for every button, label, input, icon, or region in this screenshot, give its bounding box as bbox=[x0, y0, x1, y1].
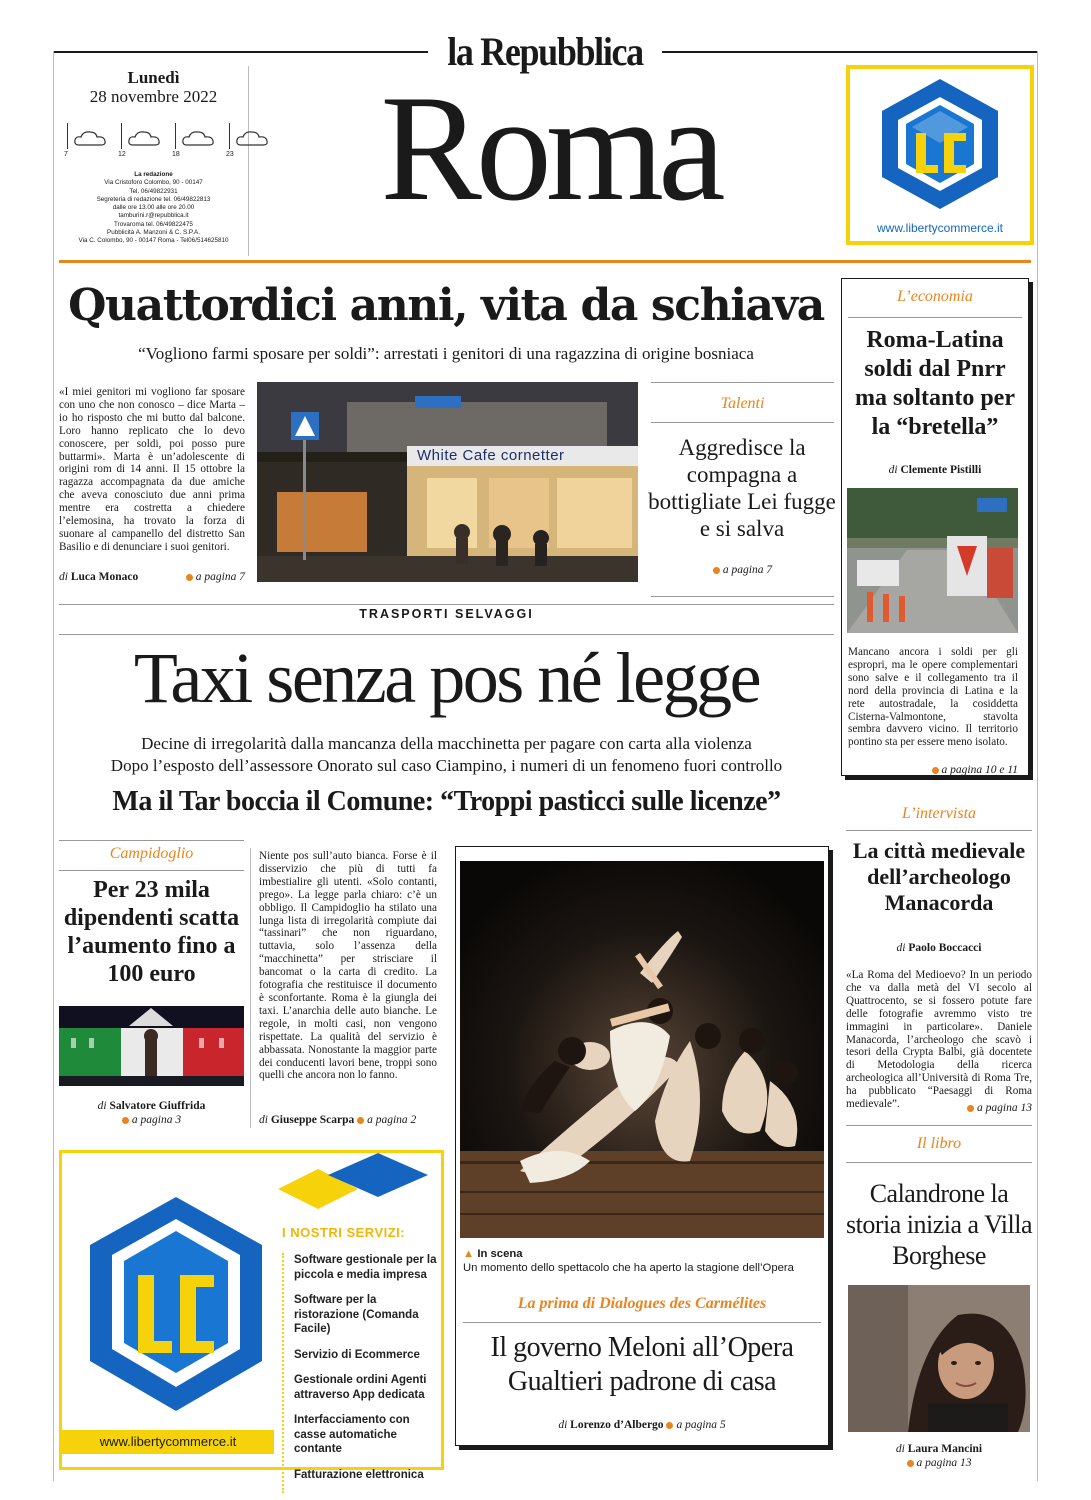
intervista-kicker-rule bbox=[846, 830, 1032, 831]
service-item: Servizio di Ecommerce bbox=[294, 1348, 420, 1361]
cloud-icon bbox=[235, 129, 271, 149]
bottom-ad-url[interactable]: www.libertycommerce.it bbox=[62, 1430, 274, 1454]
weather-hour: 23 bbox=[226, 151, 234, 158]
redazione-line: Trovaroma tel. 06/49822475 bbox=[114, 220, 193, 228]
talenti-kicker-rule bbox=[651, 422, 834, 423]
weather-tick bbox=[229, 123, 230, 149]
campidoglio-page-ref[interactable]: a pagina 3 bbox=[59, 1114, 244, 1126]
byline-name: Clemente Pistilli bbox=[900, 464, 982, 476]
lead-headline[interactable]: Quattordici anni, vita da schiava bbox=[68, 280, 824, 331]
byline-name: Giuseppe Scarpa bbox=[270, 1114, 355, 1126]
weather-hour: 7 bbox=[64, 151, 68, 158]
taxi-top-rule bbox=[59, 604, 834, 605]
weather-slot bbox=[226, 123, 283, 163]
intervista-body: «La Roma del Medioevo? In un periodo che va dalla metà del VI secolo al Quattrocento, se si fossero potute fare delle fotografie avremmo visto tre immagini in particolare». Daniele Manacorda, l’archeologo che scavò i tesori della Crypta Balbi, già docentete di Metodologia della ricerca archeologica all’Università di Roma Tre, ha pubblicato “Paesaggi di Roma medievale”. bbox=[846, 969, 1032, 1111]
byline-di: di bbox=[888, 464, 898, 476]
byline-di: di bbox=[59, 571, 68, 583]
bullet-icon bbox=[907, 1460, 914, 1467]
byline-name: Lorenzo d’Albergo bbox=[570, 1419, 664, 1431]
byline-di: di bbox=[259, 1114, 268, 1126]
bullet-icon bbox=[932, 767, 939, 774]
redazione-line: Pubblicità A. Manzoni & C. S.P.A. bbox=[107, 229, 200, 237]
libro-kicker-rule bbox=[846, 1162, 1032, 1163]
page-ref[interactable]: a pagina 2 bbox=[357, 1114, 416, 1126]
taxi-headline[interactable]: Taxi senza pos né legge bbox=[133, 638, 760, 718]
campidoglio-photo bbox=[59, 1006, 244, 1086]
intervista-headline[interactable]: La città medievale dell’archeologo Manacorda bbox=[852, 838, 1026, 915]
masthead-frame-right bbox=[1037, 51, 1038, 1481]
liberty-commerce-logo-large bbox=[76, 1191, 276, 1421]
weather-tick bbox=[175, 123, 176, 149]
intervista-byline bbox=[846, 942, 1032, 954]
opera-headline-2[interactable]: Gualtieri padrone di casa bbox=[507, 1366, 777, 1397]
ad-diamond-shapes bbox=[248, 1153, 448, 1223]
date-box bbox=[59, 66, 249, 256]
libro-byline bbox=[846, 1443, 1032, 1455]
taxi-sub-1: Decine di irregolarità dalla mancanza della macchinetta per pagare con carta alla violenza bbox=[141, 734, 752, 753]
libro-photo bbox=[848, 1285, 1030, 1432]
opera-caption bbox=[463, 1247, 823, 1275]
economia-body: Mancano ancora i soldi per gli espropri, ma le opere complementari sono salve e il collegamento tra il nord della provincia di Latina e la rete autostradale, la cosiddetta Cisterna-Valmontone, stavolta sembra davvero vicino. Il territorio pontino sta per essere meno isolato. bbox=[848, 646, 1018, 749]
cafe-sign: White Cafe cornetter bbox=[417, 447, 565, 464]
caption-triangle-icon: ▲ bbox=[463, 1248, 475, 1260]
economia-headline[interactable]: Roma-Latina soldi dal Pnrr ma soltanto per la “bretella” bbox=[855, 327, 1015, 440]
weather-slot bbox=[172, 123, 229, 163]
economia-photo bbox=[847, 488, 1018, 633]
redazione-line: tamburini.r@repubblica.it bbox=[118, 212, 189, 220]
city-title: Roma bbox=[380, 64, 720, 232]
byline-di: di bbox=[97, 1100, 107, 1112]
redazione-line: dalle ore 13.00 alle ore 20.00 bbox=[112, 204, 195, 212]
cloud-icon bbox=[73, 129, 109, 149]
opera-kicker: La prima di Dialogues des Carmélites bbox=[517, 1295, 767, 1312]
redazione-line: La redazione bbox=[134, 171, 173, 178]
economia-kicker: L’economia bbox=[897, 288, 973, 305]
caption-title: In scena bbox=[477, 1248, 523, 1260]
bullet-icon bbox=[357, 1117, 364, 1124]
economia-byline bbox=[846, 464, 1024, 476]
taxi-kicker: TRASPORTI SELVAGGI bbox=[359, 607, 534, 621]
intervista-bottom-rule bbox=[846, 1125, 1032, 1126]
libro-page-ref[interactable]: a pagina 13 bbox=[846, 1457, 1032, 1469]
campidoglio-kicker-rule bbox=[59, 870, 244, 871]
services-list bbox=[282, 1253, 440, 1493]
date-label: 28 novembre 2022 bbox=[89, 87, 218, 106]
libro-headline[interactable]: Calandrone la storia inizia a Villa Borghese bbox=[846, 1179, 1033, 1270]
campidoglio-top-rule bbox=[59, 840, 244, 841]
top-ad[interactable] bbox=[846, 65, 1034, 245]
weather-slot bbox=[118, 123, 175, 163]
redazione-line: Via C. Colombo, 90 - 00147 Roma - Tel06/514625810 bbox=[78, 237, 229, 245]
intervista-page-ref[interactable]: a pagina 13 bbox=[846, 1102, 1032, 1114]
campidoglio-headline[interactable]: Per 23 mila dipendenti scatta l’aumento fino a 100 euro bbox=[63, 877, 240, 987]
services-title: I NOSTRI SERVIZI: bbox=[282, 1225, 406, 1240]
service-item: Interfacciamento con casse automatiche contante bbox=[294, 1414, 410, 1455]
bullet-icon bbox=[666, 1422, 673, 1429]
libro-kicker: Il libro bbox=[916, 1135, 962, 1152]
page-ref[interactable]: a pagina 7 bbox=[186, 571, 245, 583]
weather-hour: 18 bbox=[172, 151, 180, 158]
byline-name: Laura Mancini bbox=[907, 1443, 983, 1455]
taxi-secondary-headline[interactable]: Ma il Tar boccia il Comune: “Troppi pasticci sulle licenze” bbox=[112, 786, 781, 817]
weather-hour: 12 bbox=[118, 151, 126, 158]
opera-kicker-rule bbox=[463, 1322, 821, 1323]
masthead-top-rule-left bbox=[53, 51, 428, 53]
taxi-sub-2: Dopo l’esposto dell’assessore Onorato sul caso Ciampino, i numeri di un fenomeno fuori controllo bbox=[110, 756, 783, 775]
talenti-bottom-rule bbox=[651, 596, 834, 597]
day-label: Lunedì bbox=[127, 68, 180, 87]
masthead-top-rule-right bbox=[662, 51, 1038, 53]
brand-logo[interactable]: la Repubblica bbox=[447, 29, 643, 74]
cloud-icon bbox=[181, 129, 217, 149]
masthead-frame-left bbox=[53, 51, 54, 1481]
bullet-icon bbox=[186, 574, 193, 581]
bullet-icon bbox=[713, 567, 720, 574]
campidoglio-byline bbox=[59, 1100, 244, 1112]
intervista-kicker: L’intervista bbox=[901, 805, 977, 822]
bullet-icon bbox=[967, 1105, 974, 1112]
talenti-top-rule bbox=[651, 382, 834, 383]
economia-page-ref[interactable]: a pagina 10 e 11 bbox=[848, 764, 1018, 776]
taxi-byline bbox=[259, 1114, 437, 1126]
taxi-kicker-rule bbox=[59, 634, 834, 635]
bullet-icon bbox=[122, 1117, 129, 1124]
page-ref[interactable]: a pagina 5 bbox=[666, 1419, 725, 1431]
lead-byline bbox=[59, 571, 245, 583]
redazione-info bbox=[59, 171, 248, 246]
redazione-line: Tel. 06/49822931 bbox=[129, 187, 178, 195]
service-item: Gestionale ordini Agenti attraverso App dedicata bbox=[294, 1374, 427, 1401]
talenti-headline[interactable]: Aggredisce la compagna a bottigliate Lei fugge e si salva bbox=[648, 435, 836, 541]
byline-di: di bbox=[558, 1419, 568, 1431]
liberty-commerce-logo bbox=[850, 71, 1030, 219]
masthead-orange-rule bbox=[59, 260, 1031, 263]
byline-di: di bbox=[896, 942, 906, 954]
weather-strip bbox=[59, 123, 248, 163]
talenti-page-ref[interactable]: a pagina 7 bbox=[651, 564, 834, 576]
lead-photo bbox=[257, 382, 638, 582]
campidoglio-kicker: Campidoglio bbox=[109, 845, 194, 862]
caption-text: Un momento dello spettacolo che ha aperto la stagione dell’Opera bbox=[463, 1262, 794, 1274]
top-ad-url[interactable]: www.libertycommerce.it bbox=[876, 221, 1004, 235]
cloud-icon bbox=[127, 129, 163, 149]
lead-body: «I miei genitori mi vogliono far sposare con uno che non conosco – dice Marta – io ho risposto che mi butto dal balcone. Loro hanno replicato che lo devo conoscere, per soldi, poi posso pure buttarmi». Marta è un’adolescente di origini rom di 14 anni. Il 15 ottobre la ragazza accompagnata da due amiche che aveva conosciuto due anni prima mentre era costretta a chiedere l’elemosina, ha trovato la forza di suonare al campanello del distretto San Basilio e di denunciare i suoi genitori. bbox=[59, 386, 245, 553]
taxi-body: Niente pos sull’auto bianca. Forse è il disservizio che più di tutti fa imbestialire gli utenti. «Solo contanti, prego». La legge parla chiaro: c’è un obbligo. Il Campidoglio ha stilato una lunga lista di irregolarità compiute dai “tassinari” che non riguardano, tuttavia, solo l’assenza della “macchinetta” per strisciare il bancomat o la carta di credito. La fotografia che restituisce il documento è sconfortante. Roma è la giungla dei taxi. L’anarchia delle auto bianche. Le regole, in molti casi, non vengono rispettate. La qualità del servizio è abbassata. Nonostante la maggior parte dei conducenti lavori bene, troppi sono quelli che ancora non lo fanno. bbox=[259, 850, 437, 1082]
opera-byline bbox=[460, 1419, 824, 1431]
opera-photo bbox=[460, 861, 824, 1238]
redazione-line: Segreteria di redazione tel. 06/49822813 bbox=[96, 195, 211, 203]
weather-slot bbox=[64, 123, 121, 163]
byline-name: Paolo Boccacci bbox=[908, 942, 982, 954]
weather-tick bbox=[121, 123, 122, 149]
campidoglio-side-rule bbox=[250, 848, 251, 1128]
byline-name: Luca Monaco bbox=[70, 571, 139, 583]
byline-name: Salvatore Giuffrida bbox=[109, 1100, 206, 1112]
opera-headline-1[interactable]: Il governo Meloni all’Opera bbox=[490, 1332, 794, 1363]
talenti-kicker: Talenti bbox=[720, 395, 765, 412]
service-item: Software gestionale per la piccola e media impresa bbox=[294, 1254, 437, 1281]
byline-di: di bbox=[895, 1443, 905, 1455]
lead-subhead: “Vogliono farmi sposare per soldi”: arrestati i genitori di una ragazzina di origine bosniaca bbox=[138, 344, 754, 363]
weather-tick bbox=[67, 123, 68, 149]
service-item: Fatturazione elettronica bbox=[294, 1468, 424, 1481]
bottom-ad[interactable] bbox=[59, 1150, 444, 1481]
redazione-line: Via Cristoforo Colombo, 90 - 00147 bbox=[104, 179, 203, 187]
service-item: Software per la ristorazione (Comanda Facile) bbox=[294, 1294, 419, 1335]
economia-kicker-rule bbox=[848, 317, 1022, 318]
